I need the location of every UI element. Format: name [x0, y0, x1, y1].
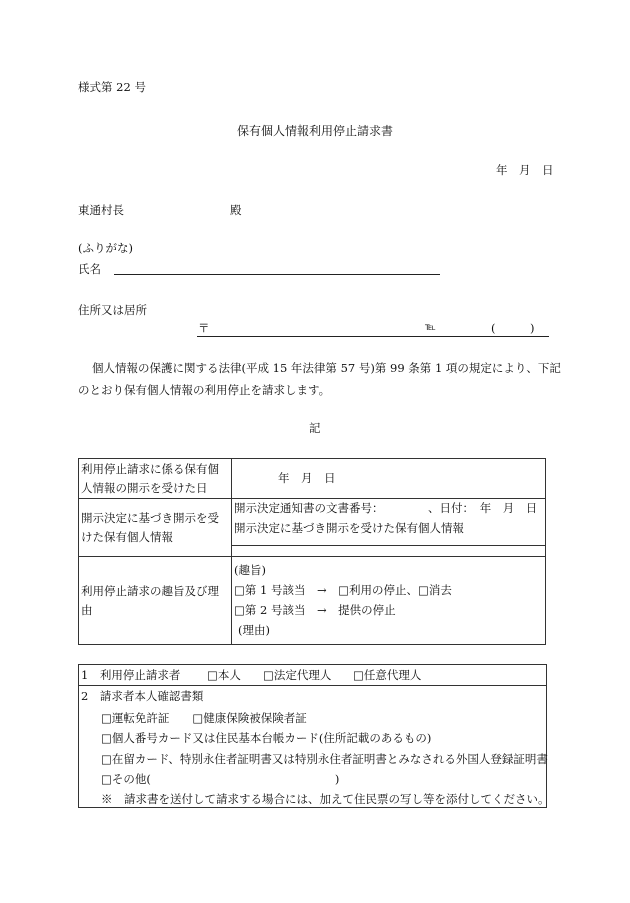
page-title: 保有個人情報利用停止請求書	[237, 124, 394, 138]
purpose-label: (趣旨)	[234, 563, 266, 577]
requester-row	[79, 665, 546, 686]
furigana-label: (ふりがな)	[78, 241, 133, 255]
row2-label: 開示決定に基づき開示を受 けた保有個人情報	[79, 499, 232, 557]
tel-mark: ℡	[425, 322, 436, 333]
reason-label: (理由)	[238, 623, 270, 637]
table-row	[79, 459, 546, 499]
id-docs-section	[79, 686, 550, 807]
request-table	[78, 458, 546, 645]
row1-value[interactable]: 年 月 日	[232, 459, 546, 499]
tel-paren: ( )	[491, 321, 535, 335]
doc-option-residence-card[interactable]: □在留カード、特別永住者証明書又は特別永住者証明書とみなされる外国人登録証明書	[101, 752, 548, 766]
table-row	[79, 499, 546, 557]
addressee-honorific: 殿	[230, 203, 242, 217]
row3-value[interactable]	[232, 557, 546, 645]
table-row	[79, 557, 546, 645]
row1-label: 利用停止請求に係る保有個 人情報の開示を受けた日	[79, 459, 232, 499]
form-number: 様式第 22 号	[78, 80, 146, 94]
doc-number: 開示決定通知書の文書番号：	[234, 501, 384, 515]
requester-label: 1 利用停止請求者	[81, 668, 181, 682]
row2-value[interactable]	[232, 499, 546, 557]
row3-label: 利用停止請求の趣旨及び理 由	[79, 557, 232, 645]
date-line: 年 月 日	[496, 163, 554, 177]
doc-option-mynumber[interactable]: □個人番号カード又は住民基本台帳カード(住所記載のあるもの)	[101, 731, 432, 745]
note-text: ※ 請求書を送付して請求する場合には、加えて住民票の写し等を添付してください。	[101, 792, 550, 806]
doc-option-license[interactable]: □運転免許証 □健康保険被保険者証	[101, 711, 307, 725]
postal-mark: 〒	[198, 321, 210, 335]
name-label: 氏名	[78, 262, 101, 276]
address-label: 住所又は居所	[78, 303, 147, 317]
option2-checkbox[interactable]: □第 2 号該当 → 提供の停止	[234, 603, 396, 617]
option-legal-rep-checkbox[interactable]: □法定代理人	[263, 668, 332, 682]
option-agent-checkbox[interactable]: □任意代理人	[353, 668, 422, 682]
ki-label: 記	[309, 421, 321, 435]
requester-section	[78, 664, 550, 808]
intro-line2: のとおり保有個人情報の利用停止を請求します。	[78, 383, 331, 397]
option1-checkbox[interactable]: □第 1 号該当 → □利用の停止、□消去	[234, 583, 452, 597]
addressee-name: 東通村長	[78, 203, 124, 217]
doc-option-other[interactable]: □その他( )	[101, 772, 340, 786]
doc-date: 、日付： 年 月 日	[428, 501, 538, 515]
divider	[232, 545, 545, 546]
disclosed-info: 開示決定に基づき開示を受けた保有個人情報	[234, 521, 464, 535]
name-field[interactable]	[114, 274, 440, 275]
address-field[interactable]	[197, 336, 549, 337]
option-self-checkbox[interactable]: □本人	[207, 668, 241, 682]
intro-line1: 個人情報の保護に関する法律(平成 15 年法律第 57 号)第 99 条第 1 項の規定により、下記	[92, 361, 561, 375]
id-docs-label: 2 請求者本人確認書類	[81, 689, 204, 703]
